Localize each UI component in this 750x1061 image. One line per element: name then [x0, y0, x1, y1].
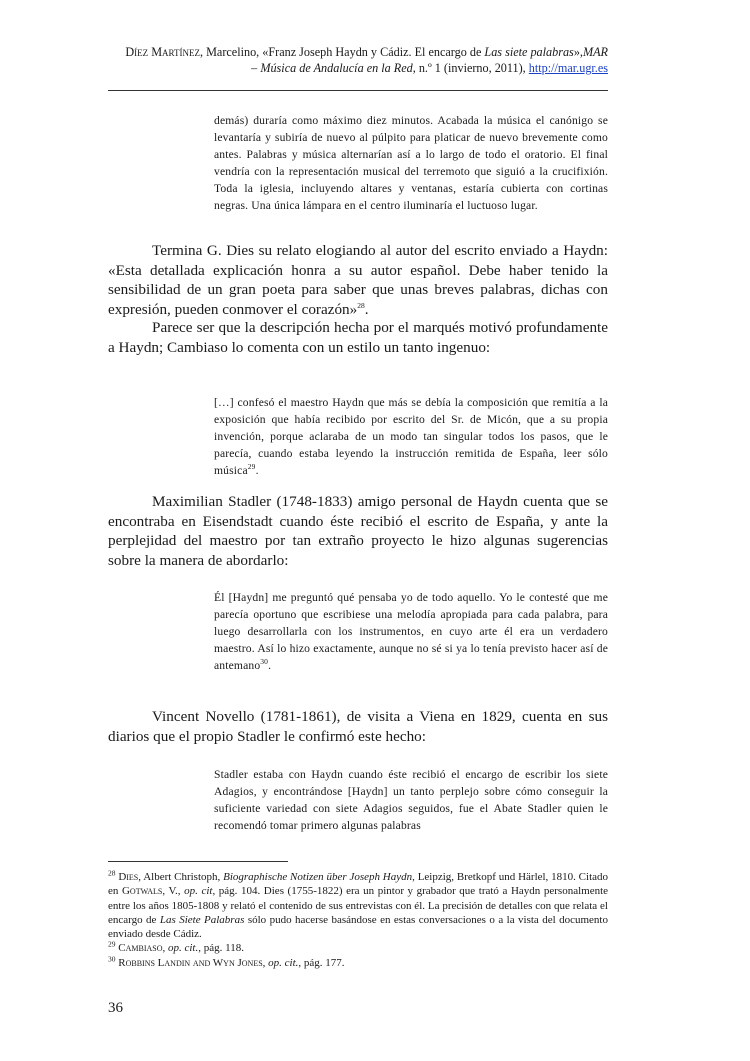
header-url-link[interactable]: http://mar.ugr.es — [528, 61, 608, 75]
header-rule — [108, 90, 608, 91]
footnote-ref-28[interactable]: 28 — [357, 300, 365, 310]
header-journal-full: Música de Andalucía en la Red — [260, 61, 413, 75]
block-quote-2: […] confesó el maestro Haydn que más se debía la composición que remitía a la exposición que había recibido por escrito del Sr. de Micón, que a su propia invención, porque aclaraba de un modo tan singular todos los pasos, que le parecía, cuando estaba leyendo la instrucción remitida de España, leer sólo música$^{29}$. — [214, 396, 608, 477]
footnote-rule — [108, 861, 288, 862]
footnote-ref-29[interactable]: 29 — [247, 461, 256, 471]
running-header: Díez Martínez, Marcelino, «Franz Joseph Haydn y Cádiz. El encargo de Las siete palabras»,MAR – Música de Andalucía en la Red, n.º 1 (invierno, 2011), http://mar.ugr.es — [125, 45, 608, 75]
header-work-title: Las siete palabras — [484, 45, 574, 59]
block-quote-3: Él [Haydn] me preguntó qué pensaba yo de todo aquello. Yo le contesté que me parecía oportuno que escribiese una melodía apropiada para cada palabra, para luego desarrollarla con los instrumentos, en cuyo arte él era un verdadero maestro. Así lo hizo exactamente, aunque no sé si ya lo tenía previsto hacer así de antemano$^{30}$. — [214, 591, 608, 672]
body-paragraph-1: Termina G. Dies su relato elogiando al autor del escrito enviado a Haydn: «Esta detallada explicación honra a su autor español. Debe haber tenido la sensibilidad de un gran poeta para saber que unas breves palabras, dichas con expresión, pueden conmover el corazón»$^{28}$. — [108, 242, 608, 318]
footnote-ref-30[interactable]: 30 — [260, 656, 269, 666]
header-journal-short: MAR — [582, 45, 608, 59]
body-paragraph-2: Parece ser que la descripción hecha por el marqués motivó profundamente a Haydn; Cambiaso lo comenta con un estilo un tanto ingenuo: — [108, 319, 608, 356]
block-quote-1: demás) duraría como máximo diez minutos. Acabada la música el canónigo se levantaría y subiría de nuevo al púlpito para platicar de nuevo brevemente como antes. Palabras y música alternarían así a lo largo de todo el oratorio. El final vendría con la representación musical del terremoto que siguió a la crucifixión. Toda la iglesia, incluyendo altares y ventanas, estaría cubierta con cortinas negras. Una única lámpara en el centro iluminaría el luctuoso lugar. — [214, 114, 608, 212]
footnote-28: $^{28}$ Dies, Albert Christoph, Biographische Notizen über Joseph Haydn, Leipzig, Bretkopf und Härlel, 1810. Citado en Gotwals, V., op. cit, pág. 104. Dies (1755-1822) era un pintor y grabador que trató a Haydn personalmente entre los años 1805-1808 y relató el contenido de sus entrevistas con él. La precisión de detalles con que relata el encargo de Las Siete Palabras sólo pudo hacerse basándose en estas conversaciones o a la vista del documento enviado desde Cádiz. — [108, 868, 609, 941]
block-quote-4: Stadler estaba con Haydn cuando éste recibió el encargo de escribir los siete Adagios, y encontrándose [Haydn] un tanto perplejo sobre cómo conseguir la suficiente variedad con siete Adagios seguidos, fue el Abate Stadler quien le recomendó tomar primero algunas palabras — [214, 768, 608, 832]
body-paragraph-4: Vincent Novello (1781-1861), de visita a Viena en 1829, cuenta en sus diarios que el propio Stadler le confirmó este hecho: — [108, 708, 608, 745]
header-author: Díez Martínez — [125, 45, 200, 59]
footnote-30: $^{30}$ Robbins Landin and Wyn Jones, op. cit., pág. 177. — [108, 954, 345, 969]
footnotes — [108, 870, 608, 970]
body-paragraph-3: Maximilian Stadler (1748-1833) amigo personal de Haydn cuenta que se encontraba en Eisendstadt cuando éste recibió el escrito de España, y ante la perplejidad del maestro por tan extraño proyecto le hizo algunas sugerencias sobre la manera de abordarlo: — [108, 493, 608, 569]
page-number: 36 — [108, 1000, 123, 1016]
footnote-29: $^{29}$ Cambiaso, op. cit., pág. 118. — [108, 939, 244, 955]
